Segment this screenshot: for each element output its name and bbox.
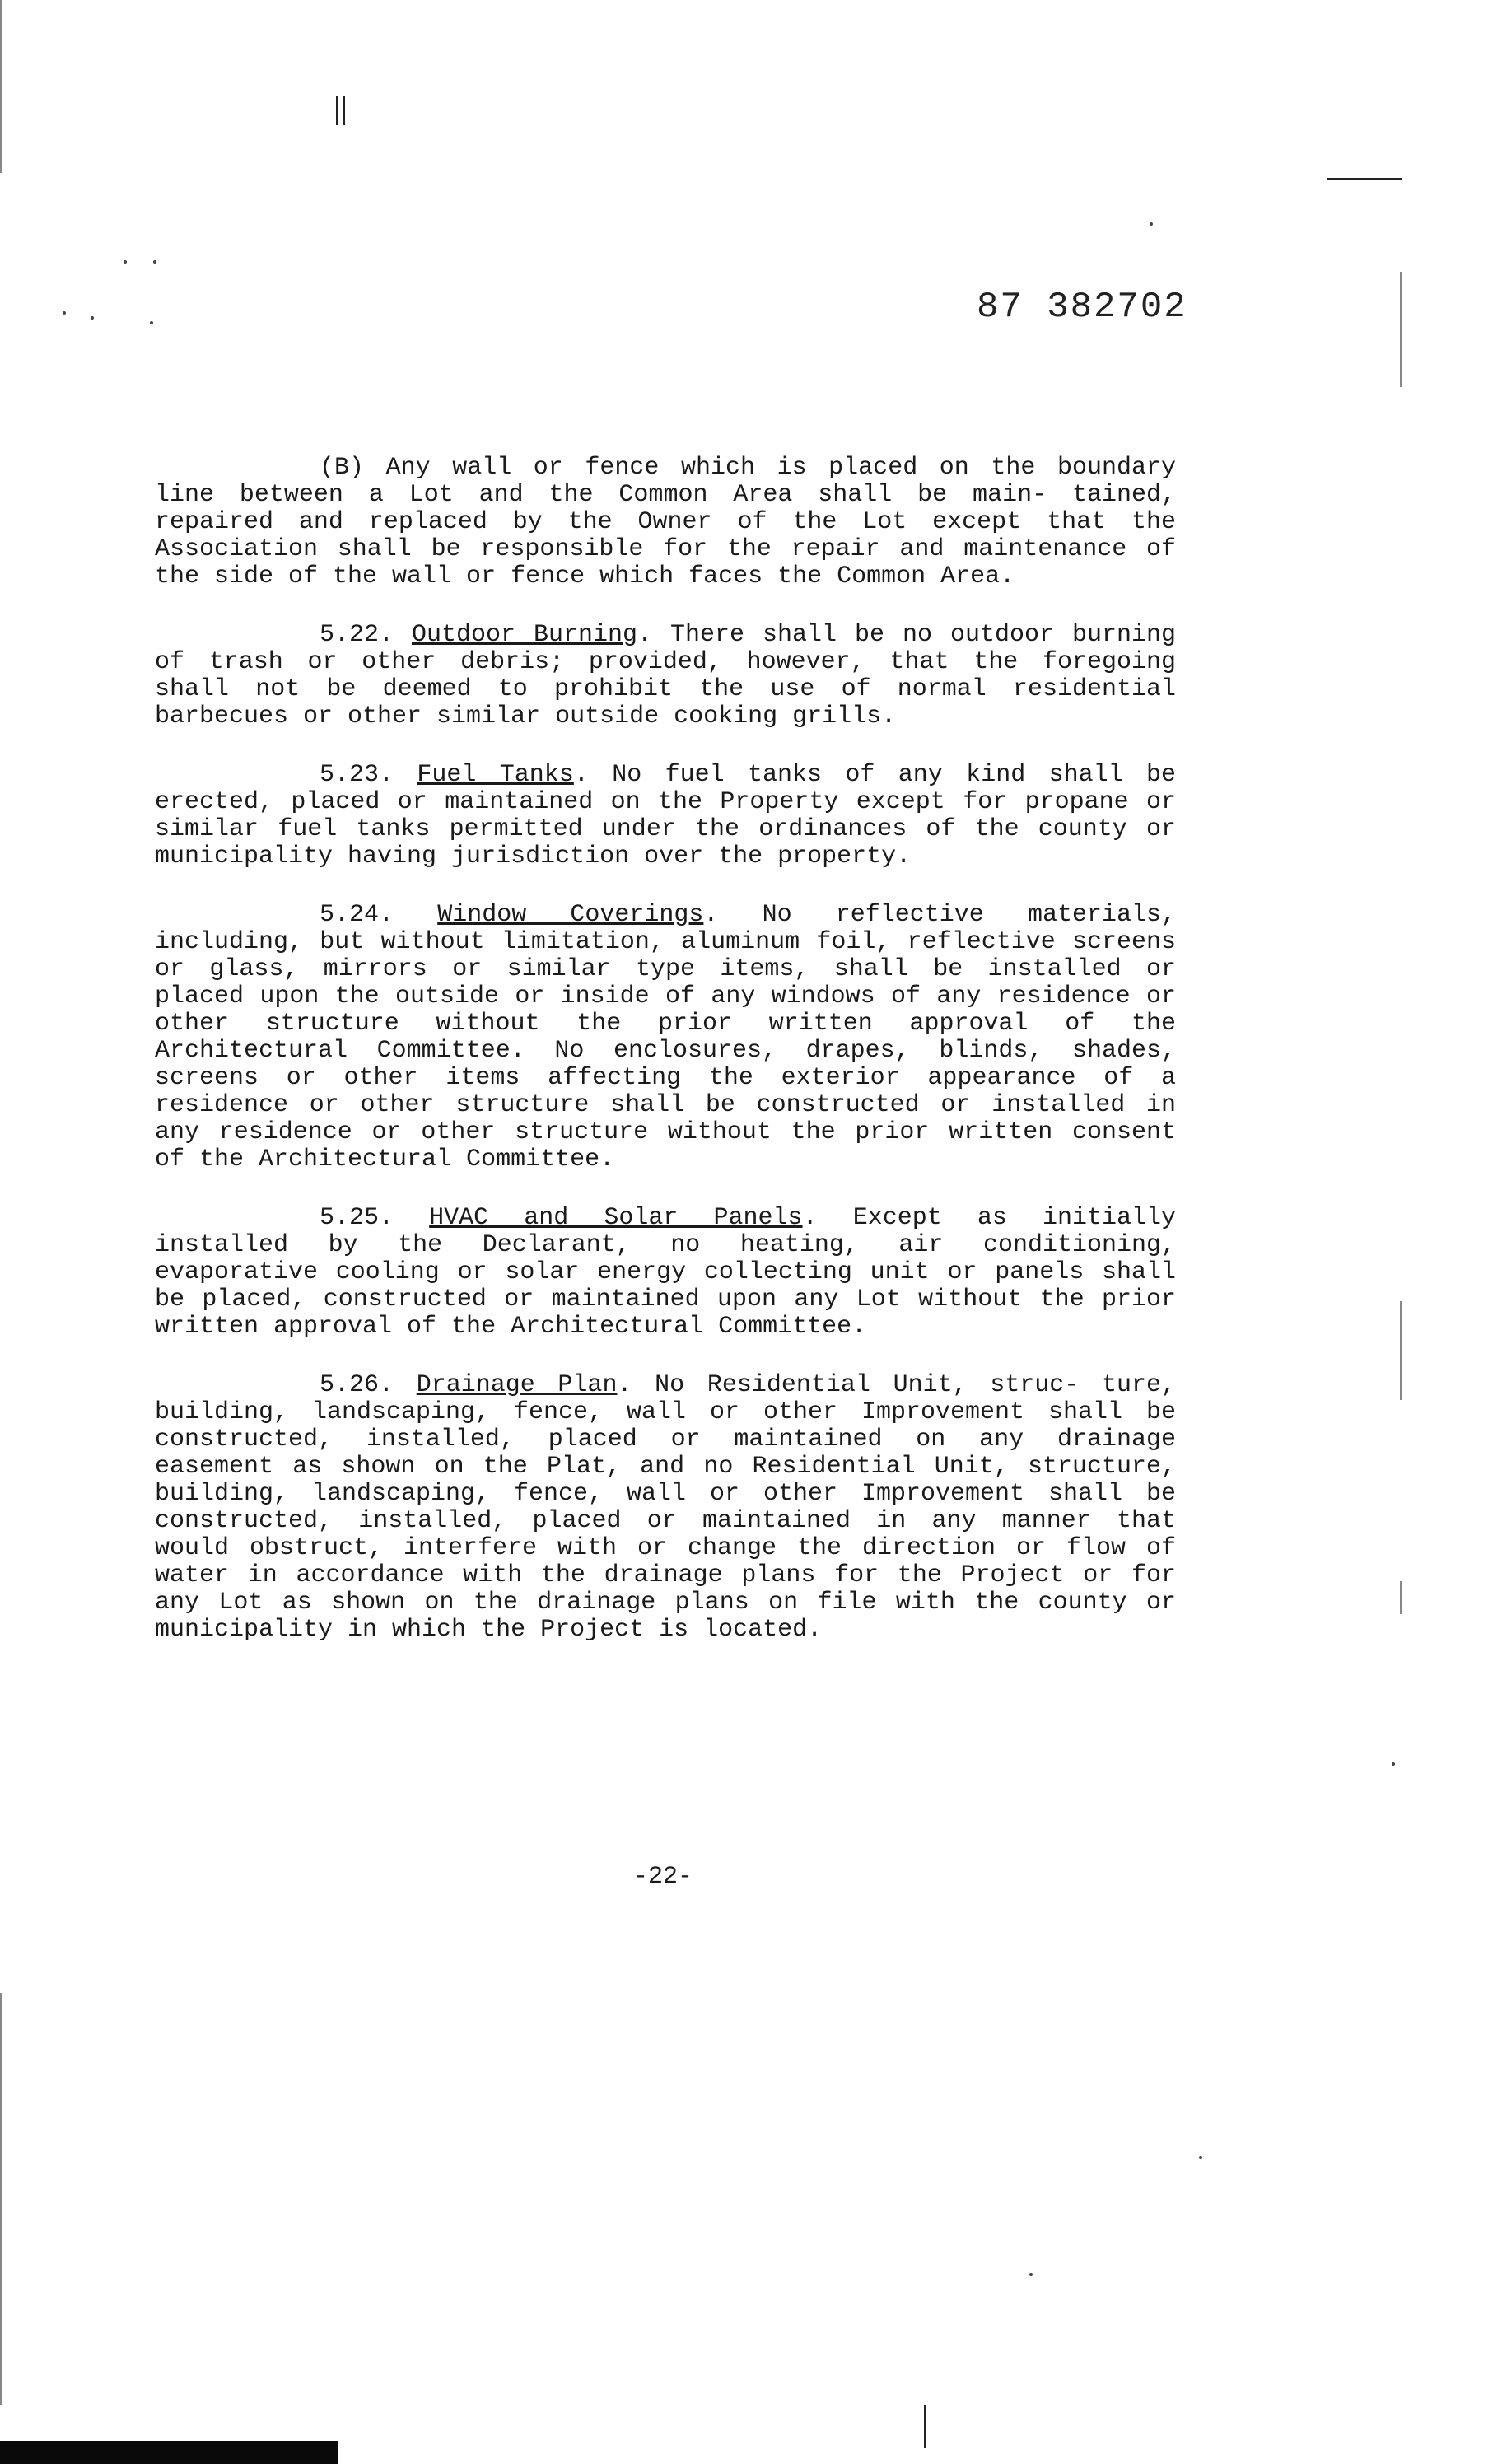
scan-speck (1199, 2156, 1202, 2159)
section-heading: Outdoor Burning (412, 621, 638, 649)
section-5-26: 5.26. Drainage Plan. No Residential Unit, struc- ture, building, landscaping, fence, wall or other Improvement shall be constructed, installed, placed or maintained on any drainage easement as shown on the Plat, and no Residential Unit, structure, building, landscaping, fence, wall or other Improvement shall be constructed, installed, placed or maintained in any manner that would obstruct, interfere with or change the direction or flow of water in accordance with the drainage plans for the Project or for any Lot as shown on the drainage plans on file with the county or municipality in which the Project is located. (155, 1371, 1176, 1644)
scan-black-bar (0, 2441, 338, 2464)
scan-speck (1029, 2273, 1033, 2276)
scan-speck (150, 321, 153, 324)
page-number: -22- (632, 1863, 693, 1891)
section-5-25: 5.25. HVAC and Solar Panels. Except as initially installed by the Declarant, no heating, air conditioning, evaporative cooling or solar energy collecting unit or panels shall be placed, constructed or maintained upon any Lot without the prior written approval of the Architectural Committee. (155, 1204, 1176, 1341)
section-text: No fuel tanks of any kind shall be erected, placed or maintained on the Property except for propane or similar fuel tanks permitted under the ordinances of the county or municipality having jurisdiction over the property. (155, 761, 1176, 870)
section-heading: Window Coverings (437, 901, 704, 929)
scan-speck (91, 316, 94, 320)
section-heading: Drainage Plan (416, 1371, 618, 1399)
scan-speck (124, 260, 127, 264)
left-edge-mark-2 (0, 1993, 2, 2405)
scan-mark-bottom (924, 2405, 926, 2448)
section-5-24: 5.24. Window Coverings. No reflective materials, including, but without limitation, aluminum foil, reflective screens or glass, mirrors or similar type items, shall be installed or placed upon the outside or inside of any windows of any residence or other structure without the prior written approval of the Architectural Committee. No enclosures, drapes, blinds, shades, screens or other items affecting the exterior appearance of a residence or other structure shall be constructed or installed in any residence or other structure without the prior written consent of the Architectural Committee. (155, 901, 1176, 1174)
right-edge-mark (1400, 272, 1402, 387)
section-number: 5.25. (320, 1204, 394, 1232)
section-text: No Residential Unit, struc- ture, building, landscaping, fence, wall or other Improvement shall be constructed, installed, placed or maintained on any drainage easement as shown on the Plat, and no Residential Unit, structure, building, landscaping, fence, wall or other Improvement shall be constructed, installed, placed or maintained in any manner that would obstruct, interfere with or change the direction or flow of water in accordance with the drainage plans for the Project or for any Lot as shown on the drainage plans on file with the county or municipality in which the Project is located. (155, 1371, 1176, 1644)
scan-speck (153, 260, 156, 264)
right-edge-mark-2 (1400, 1301, 1402, 1400)
paragraph-number: (B) (320, 454, 365, 482)
document-number: 87 382702 (977, 287, 1187, 328)
section-5-22: 5.22. Outdoor Burning. There shall be no outdoor burning of trash or other debris; provided, however, that the foregoing shall not be deemed to prohibit the use of normal residential barbecues or other similar outside cooking grills. (155, 621, 1176, 730)
scan-mark-top-right (1327, 178, 1402, 180)
scan-mark-top-2 (343, 96, 345, 125)
right-edge-mark-3 (1400, 1581, 1402, 1614)
section-heading: Fuel Tanks (417, 761, 574, 789)
document-body (155, 455, 1176, 1644)
scan-speck (1392, 1762, 1395, 1766)
section-text: No reflective materials, including, but without limitation, aluminum foil, reflective screens or glass, mirrors or similar type items, shall be installed or placed upon the outside or inside of any windows of any residence or other structure without the prior written approval of the Architectural Committee. No enclosures, drapes, blinds, shades, screens or other items affecting the exterior appearance of a residence or other structure shall be constructed or installed in any residence or other structure without the prior written consent of the Architectural Committee. (155, 901, 1176, 1174)
left-edge-mark (0, 0, 2, 173)
paragraph-text: Any wall or fence which is placed on the boundary line between a Lot and the Common Area shall be main- tained, repaired and replaced by the Owner of the Lot except that the Association shall be responsible for the repair and maintenance of the side of the wall or fence which faces the Common Area. (155, 454, 1176, 590)
section-text: There shall be no outdoor burning of trash or other debris; provided, however, that the foregoing shall not be deemed to prohibit the use of normal residential barbecues or other similar outside cooking grills. (155, 621, 1176, 730)
scan-speck (63, 311, 66, 315)
section-number: 5.23. (320, 761, 394, 789)
scan-speck (1150, 222, 1153, 226)
paragraph-b (155, 455, 1176, 590)
section-text: Except as initially installed by the Declarant, no heating, air conditioning, evaporative cooling or solar energy collecting unit or panels shall be placed, constructed or maintained upon any Lot without the prior written approval of the Architectural Committee. (155, 1204, 1176, 1341)
section-number: 5.26. (320, 1371, 394, 1399)
section-number: 5.22. (320, 621, 394, 649)
scan-mark-top (336, 96, 338, 125)
section-number: 5.24. (320, 901, 394, 929)
section-heading: HVAC and Solar Panels (429, 1204, 803, 1232)
section-5-23: 5.23. Fuel Tanks. No fuel tanks of any kind shall be erected, placed or maintained on the Property except for propane or similar fuel tanks permitted under the ordinances of the county or municipality having jurisdiction over the property. (155, 761, 1176, 870)
